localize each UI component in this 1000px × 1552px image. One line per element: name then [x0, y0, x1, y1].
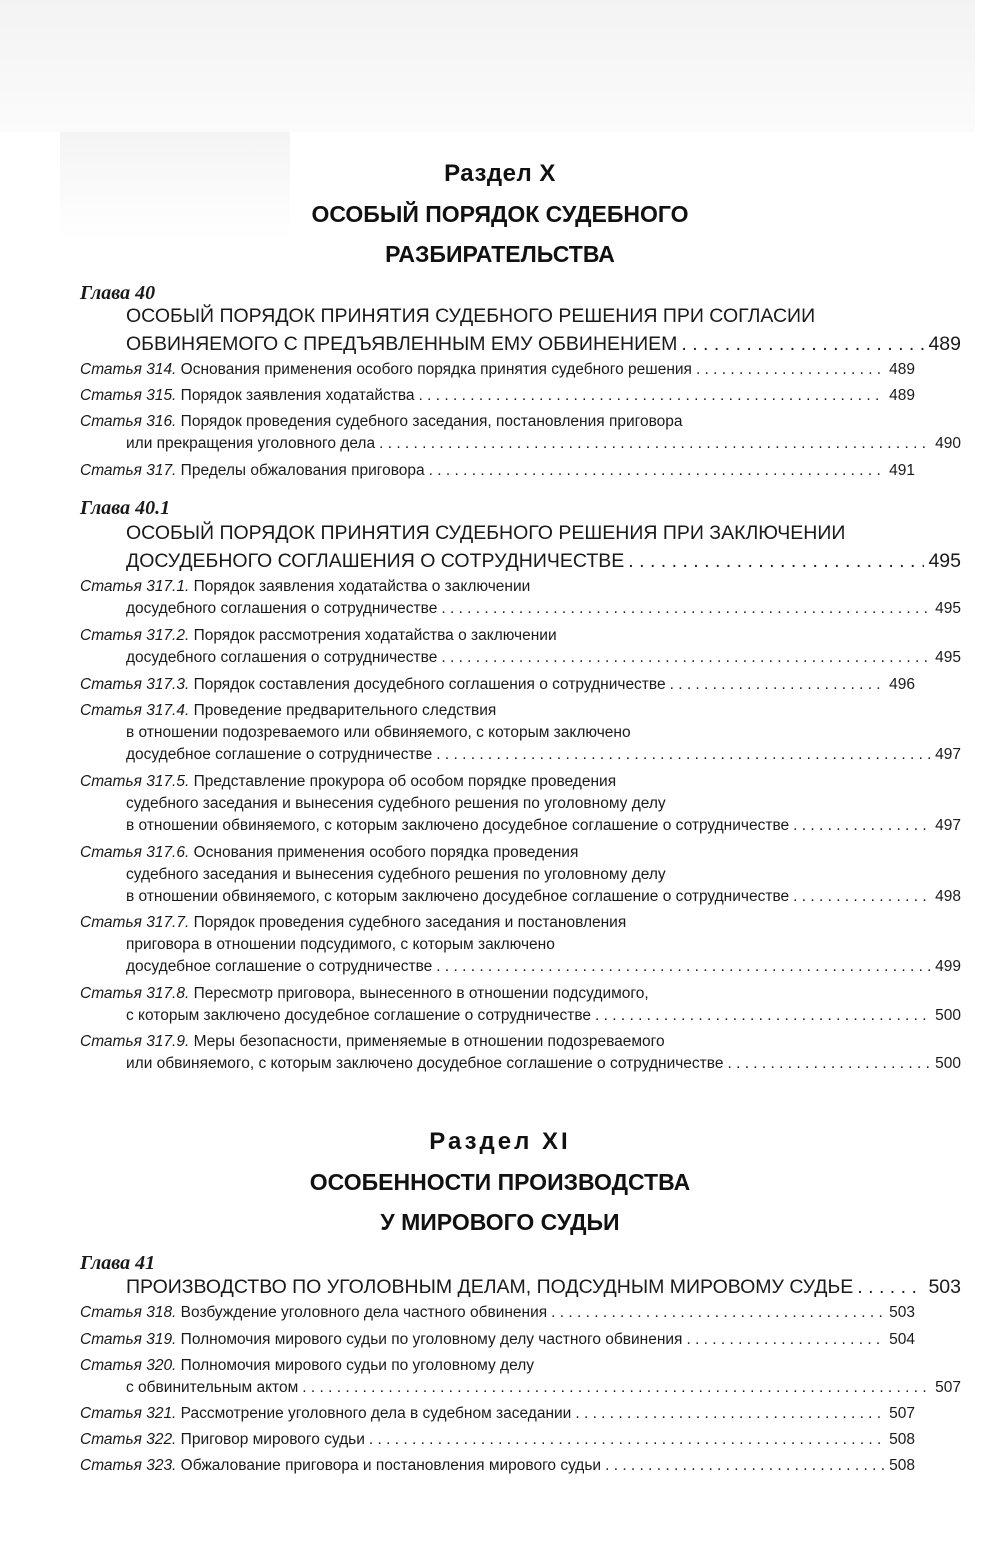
toc-entry[interactable]: Статья 318. Возбуждение уголовного дела частного обвинения . . . 503 [80, 1304, 915, 1322]
toc-entry-continuation: судебного заседания и вынесения судебного решения по уголовному делу [126, 866, 666, 883]
dot-leader [575, 1405, 885, 1423]
page-number: 507 [935, 1379, 961, 1396]
page-number: 508 [889, 1457, 915, 1474]
toc-entry[interactable]: Статья 319. Полномочия мирового судьи по уголовному делу частного обвинения . . . 504 [80, 1331, 915, 1349]
dot-leader [441, 600, 931, 618]
dot-leader [681, 333, 924, 356]
dot-leader [696, 361, 885, 379]
toc-entry-continuation[interactable]: досудебное соглашение о сотрудничестве . . . 499 [80, 958, 961, 976]
toc-entry-continuation[interactable]: досудебного соглашения о сотрудничестве . . . 495 [80, 600, 961, 618]
chapter-label: Глава 41 [80, 1252, 156, 1274]
toc-entry[interactable]: Статья 323. Обжалование приговора и постановления мирового судьи . . . 508 [80, 1457, 915, 1475]
toc-entry-continuation: приговора в отношении подсудимого, с которым заключено [126, 936, 555, 953]
page-number: 504 [889, 1331, 915, 1348]
page-number: 496 [889, 676, 915, 693]
toc-entry-continuation[interactable]: или прекращения уголовного дела . . . 490 [80, 435, 961, 453]
scan-shade [0, 0, 975, 132]
toc-entry[interactable]: ДОСУДЕБНОГО СОГЛАШЕНИЯ О СОТРУДНИЧЕСТВЕ . . . 495 [80, 550, 961, 573]
page-number: 495 [935, 649, 961, 666]
toc-entry-continuation: в отношении подозреваемого или обвиняемого, с которым заключено [126, 724, 631, 741]
dot-leader [605, 1457, 885, 1475]
section-title: ОСОБЫЙ ПОРЯДОК СУДЕБНОГО РАЗБИРАТЕЛЬСТВА [311, 201, 689, 267]
toc-entry[interactable]: Статья 317.1. Порядок заявления ходатайства о заключении [80, 578, 531, 595]
dot-leader [551, 1304, 885, 1322]
page-number: 495 [928, 550, 961, 572]
dot-leader [793, 888, 931, 906]
dot-leader [429, 462, 885, 480]
toc-entry[interactable]: Статья 317.8. Пересмотр приговора, вынесенного в отношении подсудимого, [80, 985, 649, 1002]
toc-entry-continuation[interactable]: с которым заключено досудебное соглашение о сотрудничестве . . . 500 [80, 1007, 961, 1025]
toc-entry-continuation[interactable]: в отношении обвиняемого, с которым заключено досудебное соглашение о сотрудничестве . . . 497 [80, 817, 961, 835]
toc-entry[interactable]: Статья 317.3. Порядок составления досудебного соглашения о сотрудничестве . . . 496 [80, 676, 915, 694]
section-heading [0, 160, 1000, 188]
page-number: 495 [935, 600, 961, 617]
dot-leader [727, 1055, 931, 1073]
page-number: 489 [889, 361, 915, 378]
dot-leader [379, 435, 931, 453]
toc-entry-continuation: судебного заседания и вынесения судебного решения по уголовному делу [126, 795, 666, 812]
dot-leader [419, 387, 886, 405]
page-number: 489 [928, 333, 961, 355]
dot-leader [628, 550, 924, 573]
dot-leader [793, 817, 931, 835]
page-number: 497 [935, 817, 961, 834]
toc-entry[interactable]: Статья 314. Основания применения особого порядка принятия судебного решения . . . 489 [80, 361, 915, 379]
chapter-label: Глава 40 [80, 282, 156, 304]
toc-entry[interactable]: Статья 317. Пределы обжалования приговора . . . 491 [80, 462, 915, 480]
page-number: 507 [889, 1405, 915, 1422]
page-number: 498 [935, 888, 961, 905]
toc-entry[interactable]: Статья 321. Рассмотрение уголовного дела в судебном заседании . . . 507 [80, 1405, 915, 1423]
section-label: Раздел XI [429, 1128, 571, 1155]
chapter-title: ОСОБЫЙ ПОРЯДОК ПРИНЯТИЯ СУДЕБНОГО РЕШЕНИЯ ПРИ ЗАКЛЮЧЕНИИ [126, 522, 846, 544]
page-number: 508 [889, 1431, 915, 1448]
dot-leader [436, 958, 931, 976]
dot-leader [857, 1276, 924, 1299]
toc-entry[interactable]: Статья 317.4. Проведение предварительного следствия [80, 702, 497, 719]
toc-entry[interactable]: ОБВИНЯЕМОГО С ПРЕДЪЯВЛЕННЫМ ЕМУ ОБВИНЕНИЕМ . . . 489 [80, 333, 961, 356]
dot-leader [369, 1431, 885, 1449]
toc-entry[interactable]: Статья 317.7. Порядок проведения судебного заседания и постановления [80, 914, 627, 931]
toc-entry[interactable]: Статья 317.2. Порядок рассмотрения ходатайства о заключении [80, 627, 557, 644]
toc-entry-continuation[interactable]: или обвиняемого, с которым заключено досудебное соглашение о сотрудничестве . . . 500 [80, 1055, 961, 1073]
toc-entry-continuation[interactable]: в отношении обвиняемого, с которым заключено досудебное соглашение о сотрудничестве . . . 498 [80, 888, 961, 906]
dot-leader [441, 649, 931, 667]
section-heading [0, 1128, 1000, 1156]
toc-entry[interactable]: Статья 316. Порядок проведения судебного заседания, постановления приговора [80, 413, 683, 430]
toc-entry[interactable]: Статья 315. Порядок заявления ходатайства . . . 489 [80, 387, 915, 405]
page-number: 500 [935, 1055, 961, 1072]
toc-entry[interactable]: Статья 320. Полномочия мирового судьи по уголовному делу [80, 1357, 534, 1374]
page-number: 499 [935, 958, 961, 975]
page-number: 490 [935, 435, 961, 452]
chapter-label: Глава 40.1 [80, 497, 171, 519]
page-number: 489 [889, 387, 915, 404]
page-number: 503 [928, 1276, 961, 1298]
dot-leader [670, 676, 886, 694]
toc-entry[interactable]: Статья 317.5. Представление прокурора об особом порядке проведения [80, 773, 617, 790]
section-title: ОСОБЕННОСТИ ПРОИЗВОДСТВА У МИРОВОГО СУДЬИ [309, 1169, 691, 1235]
toc-entry[interactable]: Статья 322. Приговор мирового судьи . . . 508 [80, 1431, 915, 1449]
toc-entry[interactable]: ПРОИЗВОДСТВО ПО УГОЛОВНЫМ ДЕЛАМ, ПОДСУДНЫМ МИРОВОМУ СУДЬЕ . . . 503 [80, 1276, 961, 1299]
page-number: 491 [889, 462, 915, 479]
toc-entry[interactable]: Статья 317.9. Меры безопасности, применяемые в отношении подозреваемого [80, 1033, 665, 1050]
toc-entry-continuation[interactable]: досудебное соглашение о сотрудничестве . . . 497 [80, 746, 961, 764]
toc-entry-continuation[interactable]: с обвинительным актом . . . 507 [80, 1379, 961, 1397]
dot-leader [436, 746, 931, 764]
page-number: 500 [935, 1007, 961, 1024]
page-number: 497 [935, 746, 961, 763]
section-label: Раздел X [444, 160, 556, 187]
dot-leader [686, 1331, 885, 1349]
toc-entry-continuation[interactable]: досудебного соглашения о сотрудничестве . . . 495 [80, 649, 961, 667]
toc-entry[interactable]: Статья 317.6. Основания применения особого порядка проведения [80, 844, 579, 861]
chapter-title: ОСОБЫЙ ПОРЯДОК ПРИНЯТИЯ СУДЕБНОГО РЕШЕНИЯ ПРИ СОГЛАСИИ [126, 305, 816, 327]
dot-leader [595, 1007, 931, 1025]
dot-leader [302, 1379, 931, 1397]
page-number: 503 [889, 1304, 915, 1321]
